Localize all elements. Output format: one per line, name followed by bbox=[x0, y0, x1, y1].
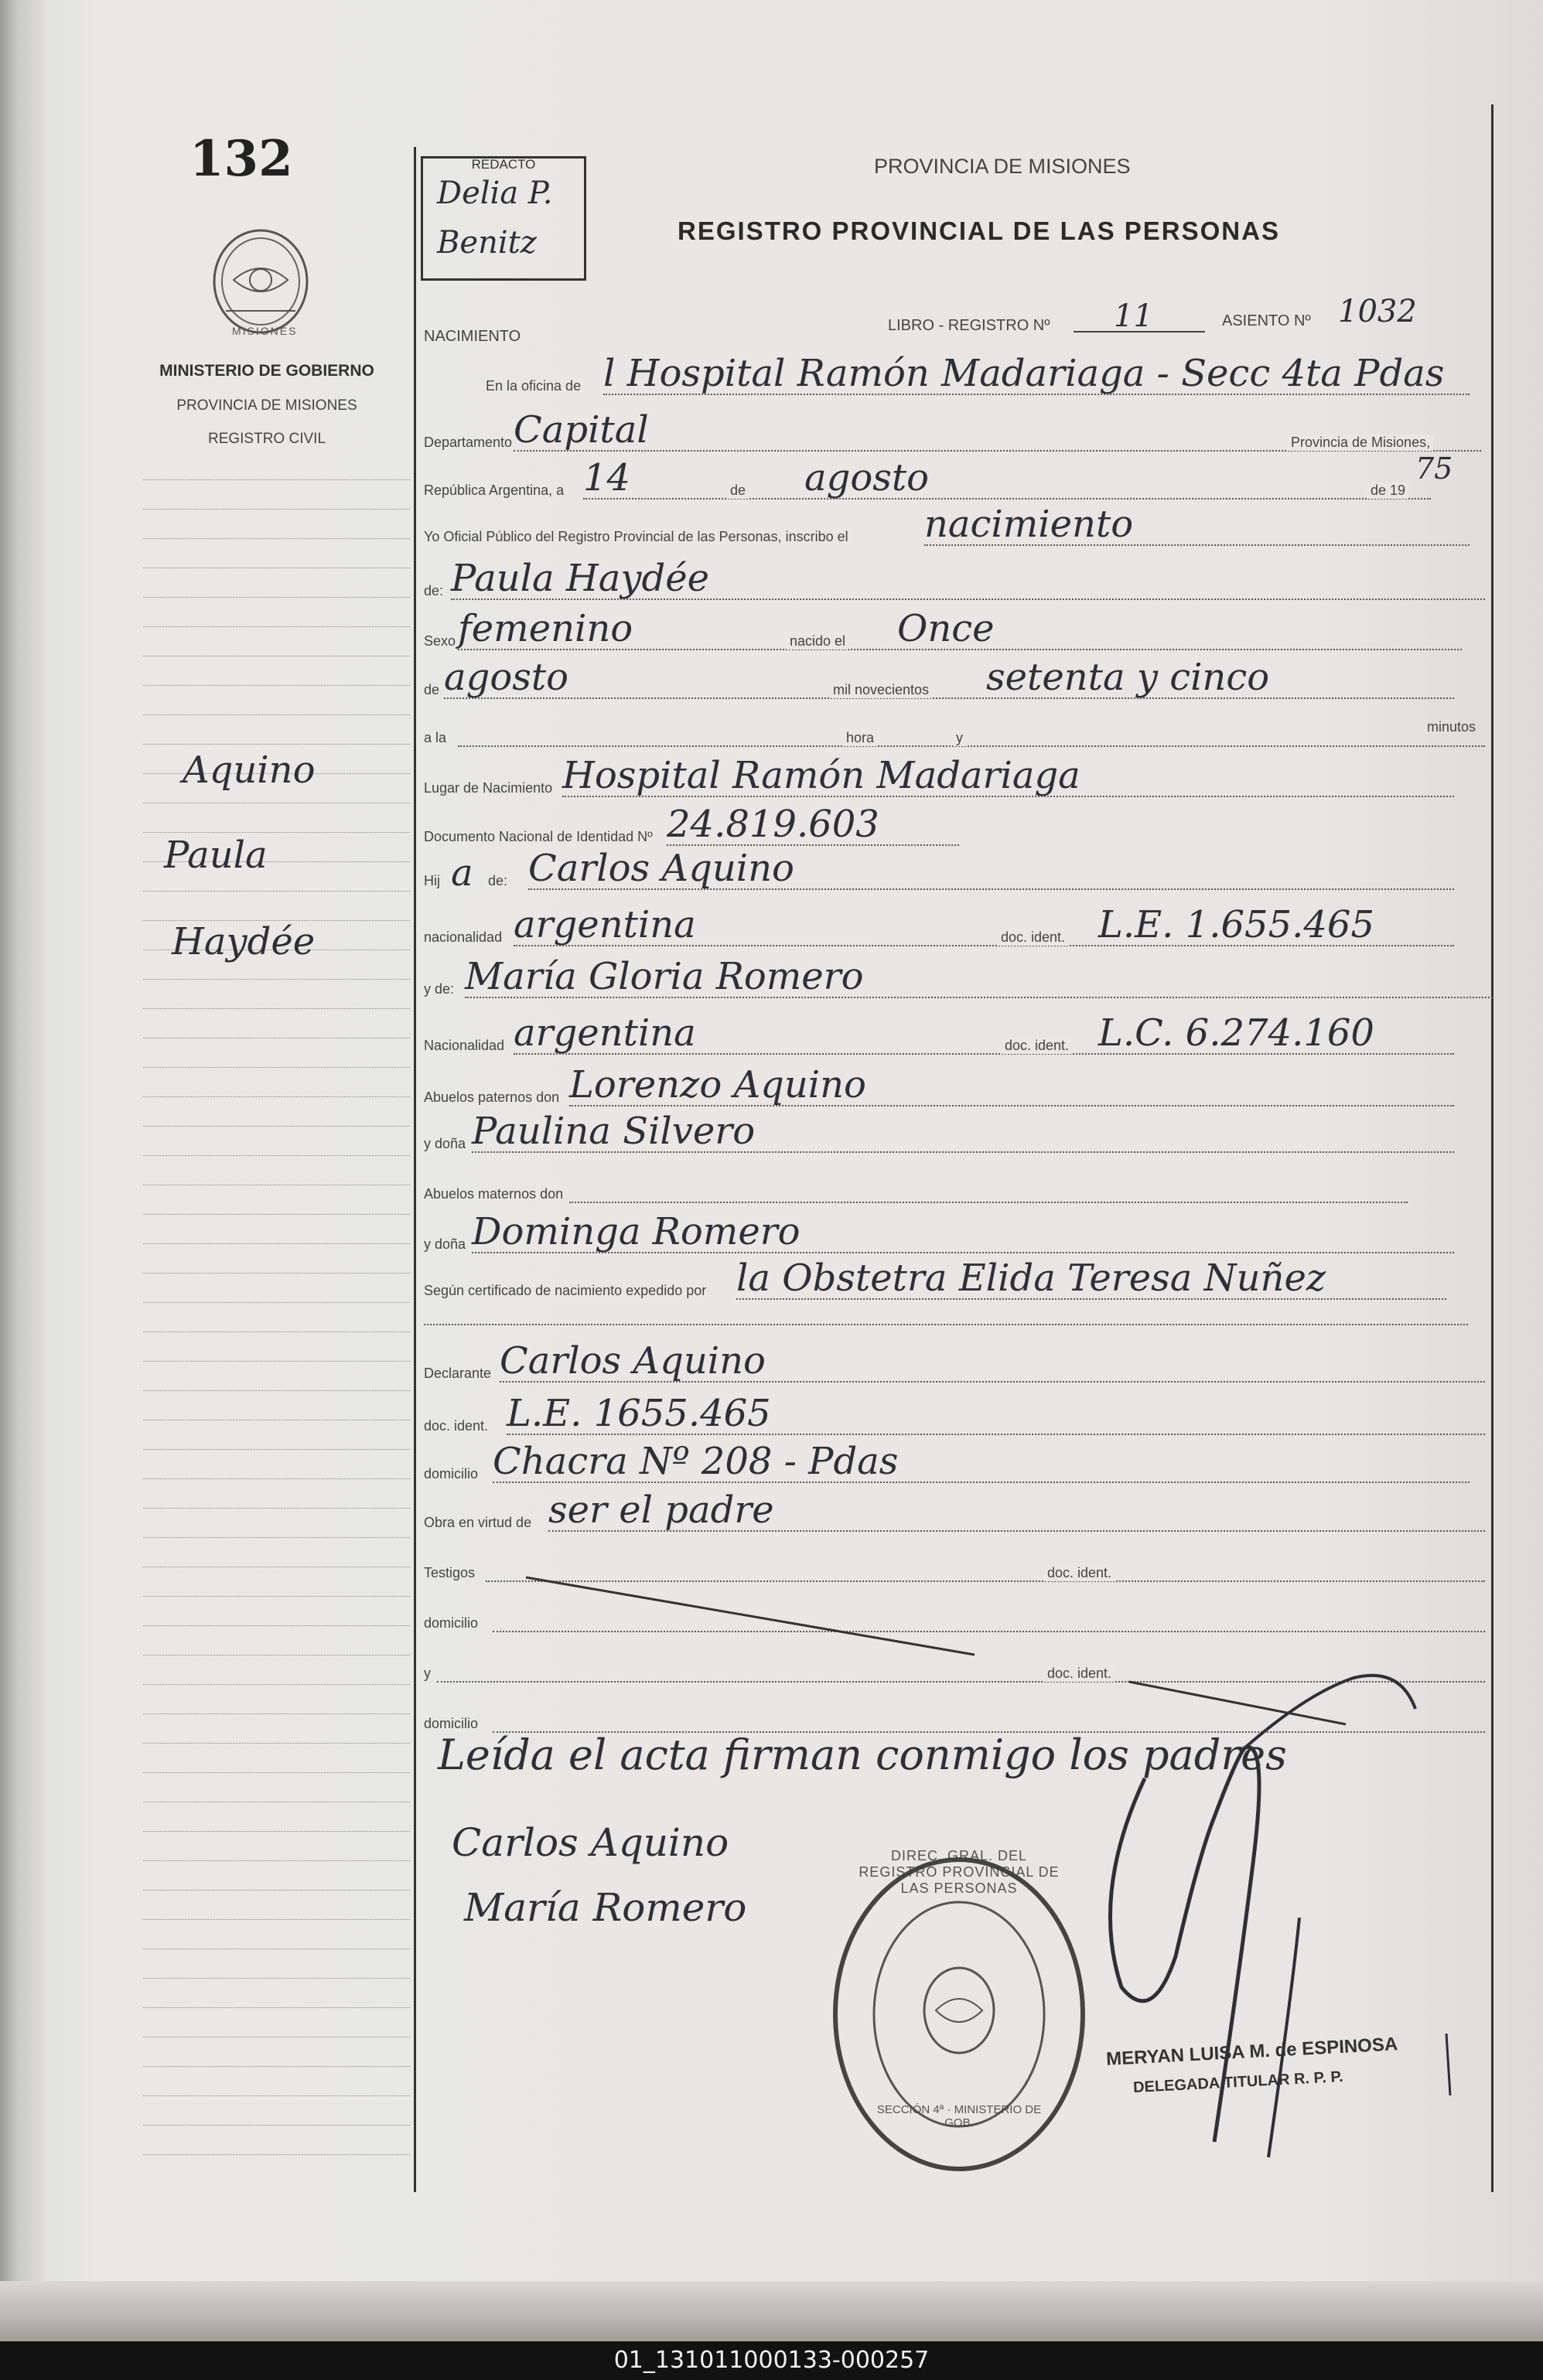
row-19-line bbox=[500, 1381, 1485, 1383]
row-1-label: Departamento bbox=[424, 435, 513, 450]
row-2-label3: de 19 bbox=[1367, 482, 1408, 499]
row-4-line bbox=[451, 598, 1485, 600]
row-21-line bbox=[493, 1482, 1470, 1483]
row-6-value2: setenta y cinco bbox=[986, 656, 1270, 699]
folio-number: 132 bbox=[189, 130, 293, 188]
row-14-value: Lorenzo Aquino bbox=[569, 1063, 866, 1106]
seal-label: MISIONES bbox=[232, 325, 298, 337]
mother-signature: María Romero bbox=[464, 1885, 747, 1930]
row-2-label2: de bbox=[727, 482, 749, 499]
row-11-label2: doc. ident. bbox=[998, 929, 1068, 946]
row-7-label2: hora bbox=[843, 730, 877, 746]
row-12-label: y de: bbox=[424, 981, 455, 997]
row-24-label: domicilio bbox=[424, 1615, 479, 1631]
row-17-value: Dominga Romero bbox=[472, 1210, 801, 1253]
header-province: PROVINCIA DE MISIONES bbox=[874, 155, 1131, 178]
row-10-line bbox=[528, 888, 1454, 890]
row-6-label: de bbox=[424, 682, 440, 697]
row-0-value: l Hospital Ramón Madariaga - Secc 4ta Pdas bbox=[603, 352, 1445, 395]
row-1-label2: Provincia de Misiones, bbox=[1288, 435, 1433, 451]
row-4-label: de: bbox=[424, 583, 444, 598]
row-18-line bbox=[736, 1298, 1446, 1300]
row-6-value: agosto bbox=[444, 656, 569, 699]
row-7-label: a la bbox=[424, 730, 447, 745]
stamp-inner-text: SECCIÓN 4ª · MINISTERIO DE GOB. bbox=[876, 2103, 1042, 2129]
row-12-value: María Gloria Romero bbox=[465, 955, 864, 998]
row-6-label2: mil novecientos bbox=[830, 682, 932, 698]
row-12-line bbox=[465, 997, 1493, 998]
row-5-value2: Once bbox=[897, 607, 995, 650]
row-17-line bbox=[472, 1252, 1454, 1253]
row-25-label: y bbox=[424, 1666, 431, 1681]
row-10-label-post: de: bbox=[488, 873, 508, 888]
row-8-label: Lugar de Nacimiento bbox=[424, 780, 553, 796]
margin-second-name: Haydée bbox=[172, 920, 316, 963]
row-3-value: nacimiento bbox=[924, 503, 1134, 546]
row-5-label2: nacido el bbox=[787, 633, 848, 650]
row-2-value: 14 bbox=[583, 456, 631, 500]
closing-text: Leída el acta firman conmigo los padres bbox=[438, 1730, 1287, 1779]
row-14-label: Abuelos paternos don bbox=[424, 1089, 560, 1105]
image-caption: 01_131011000133-000257 bbox=[0, 2341, 1543, 2380]
father-signature: Carlos Aquino bbox=[452, 1820, 729, 1865]
row-20-value: L.E. 1655.465 bbox=[507, 1392, 771, 1435]
row-21-value: Chacra Nº 208 - Pdas bbox=[493, 1440, 899, 1483]
row-18-label: Según certificado de nacimiento expedido por bbox=[424, 1283, 707, 1298]
record-type: NACIMIENTO bbox=[424, 328, 521, 345]
row-2-line bbox=[583, 498, 1431, 500]
row-16-line bbox=[569, 1202, 1408, 1203]
margin-surname: Aquino bbox=[183, 748, 316, 792]
row-2-value3: 75 bbox=[1415, 452, 1453, 486]
row-8-value: Hospital Ramón Madariaga bbox=[562, 754, 1080, 797]
row-11-label: nacionalidad bbox=[424, 929, 503, 945]
row-11-value2: L.E. 1.655.465 bbox=[1098, 903, 1374, 946]
row-2-value2: agosto bbox=[804, 456, 930, 500]
row-2-label: República Argentina, a bbox=[424, 482, 565, 498]
row-5-value: femenino bbox=[458, 607, 633, 650]
row-25-label2: doc. ident. bbox=[1044, 1666, 1115, 1682]
row-10-label: Hij bbox=[424, 873, 440, 888]
row-10-prefix: a bbox=[451, 851, 473, 895]
row-9-label: Documento Nacional de Identidad Nº bbox=[424, 829, 653, 844]
row-13-label2: doc. ident. bbox=[1002, 1038, 1072, 1054]
row-15-label: y doña bbox=[424, 1136, 466, 1151]
officer-name: MERYAN LUISA M. de ESPINOSA bbox=[1105, 2034, 1398, 2070]
row-19-value: Carlos Aquino bbox=[500, 1339, 766, 1383]
certificate-continuation-line bbox=[424, 1324, 1468, 1325]
row-7-label4: minutos bbox=[1427, 719, 1476, 735]
province-label: PROVINCIA DE MISIONES bbox=[176, 397, 357, 414]
row-7-line bbox=[458, 745, 1485, 747]
row-0-line bbox=[603, 394, 1470, 395]
row-22-line bbox=[548, 1530, 1485, 1532]
row-15-line bbox=[472, 1151, 1454, 1153]
office-label: REGISTRO CIVIL bbox=[207, 431, 326, 447]
stamp-outer-text: DIREC. GRAL. DEL REGISTRO PROVINCIAL DE LAS PERSONAS bbox=[859, 1848, 1060, 1896]
redacto-surname: Benitz bbox=[437, 225, 537, 261]
row-7-label3: y bbox=[953, 730, 966, 746]
row-3-label: Yo Oficial Público del Registro Provincial de las Personas, inscribo el bbox=[424, 529, 848, 544]
row-11-value: argentina bbox=[514, 903, 696, 946]
row-22-value: ser el padre bbox=[548, 1488, 774, 1532]
header-registry: REGISTRO PROVINCIAL DE LAS PERSONAS bbox=[678, 217, 1280, 245]
row-13-value: argentina bbox=[514, 1011, 696, 1055]
row-1-value: Capital bbox=[514, 408, 649, 452]
row-19-label: Declarante bbox=[424, 1366, 492, 1381]
row-23-label2: doc. ident. bbox=[1044, 1565, 1115, 1581]
officer-title: DELEGADA TITULAR R. P. P. bbox=[1132, 2068, 1344, 2097]
row-10-value: Carlos Aquino bbox=[528, 847, 794, 890]
row-15-value: Paulina Silvero bbox=[472, 1110, 756, 1153]
row-8-line bbox=[562, 796, 1454, 797]
redacto-name: Delia P. bbox=[437, 176, 553, 211]
asiento-label: ASIENTO Nº bbox=[1222, 312, 1311, 329]
row-22-label: Obra en virtud de bbox=[424, 1515, 532, 1530]
row-21-label: domicilio bbox=[424, 1466, 479, 1482]
row-0-label: En la oficina de bbox=[486, 378, 582, 394]
row-18-value: la Obstetra Elida Teresa Nuñez bbox=[736, 1256, 1326, 1300]
row-13-label: Nacionalidad bbox=[424, 1038, 505, 1053]
libro-label: LIBRO - REGISTRO Nº bbox=[888, 317, 1050, 334]
row-9-value: 24.819.603 bbox=[667, 803, 879, 846]
row-3-line bbox=[924, 544, 1470, 546]
row-17-label: y doña bbox=[424, 1236, 466, 1252]
row-9-line bbox=[667, 844, 959, 846]
margin-first-name: Paula bbox=[164, 834, 268, 877]
row-20-line bbox=[507, 1434, 1485, 1435]
witness-cancel-lines bbox=[495, 1562, 1377, 1732]
row-16-label: Abuelos maternos don bbox=[424, 1186, 564, 1202]
row-5-label: Sexo bbox=[424, 633, 456, 649]
row-23-label: Testigos bbox=[424, 1565, 476, 1580]
row-6-line bbox=[444, 697, 1454, 699]
row-4-value: Paula Haydée bbox=[451, 557, 710, 600]
libro-value: 11 bbox=[1114, 298, 1153, 334]
redacto-label: REDACTO bbox=[471, 157, 536, 172]
row-13-value2: L.C. 6.274.160 bbox=[1098, 1011, 1374, 1055]
asiento-value: 1032 bbox=[1338, 294, 1417, 329]
row-26-label: domicilio bbox=[424, 1716, 479, 1731]
ministry-label: MINISTERIO DE GOBIERNO bbox=[159, 362, 374, 380]
row-14-line bbox=[569, 1105, 1454, 1106]
row-20-label: doc. ident. bbox=[424, 1418, 489, 1434]
